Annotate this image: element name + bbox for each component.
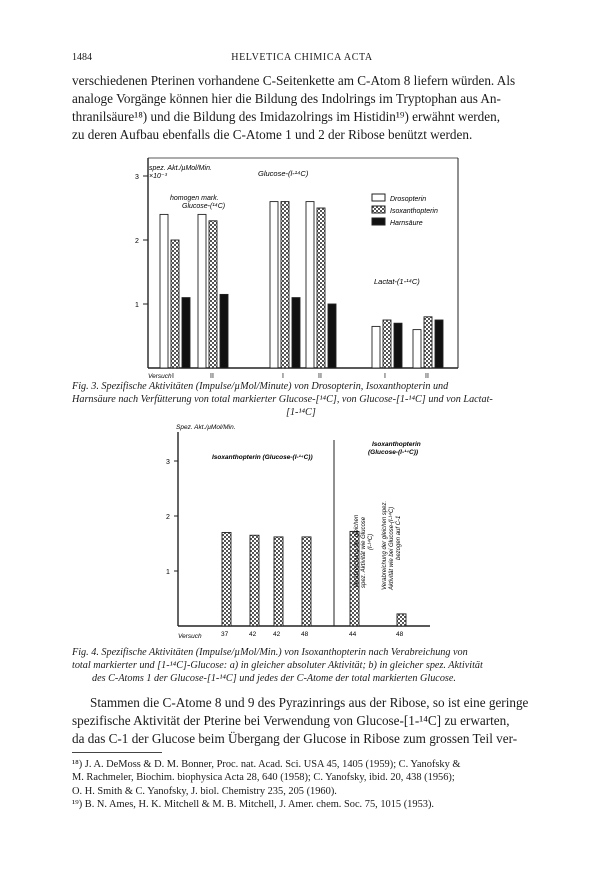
bar-isoxanthopterin [250,535,259,626]
x-tick-label: 37 [221,631,229,638]
group-label: (Glucose-(l-¹⁴C)) [368,449,419,456]
x-tick-label: II [425,373,429,380]
y-axis-label: Spez. Akt./µMol/Min. [176,424,236,431]
legend-swatch [372,218,385,225]
x-tick-label: I [172,373,174,380]
text-line: zu deren Aufbau ebenfalls die C-Atome 1 und 2 der Ribose benützt werden. [72,127,473,142]
x-tick-label: 44 [349,631,357,638]
bar-isoxanthopterin [222,533,231,627]
bar-isoxanthopterin [171,240,179,368]
x-tick-label: 42 [273,631,281,638]
bar-isoxanthopterin [424,317,432,368]
text-line: thranilsäure¹⁸) und die Bildung des Imidazolrings im Histidin¹⁹) erwähnt werden, [72,109,501,124]
x-tick-label: 48 [301,631,309,638]
caption-line: Fig. 3. Spezifische Aktivitäten (Impulse/µMol/Minute) von Drosopterin, Isoxanthopterin und [72,381,449,392]
x-tick-labels [221,631,404,638]
x-tick-labels [172,373,429,380]
bar-isoxanthopterin [302,537,311,626]
footnote-rule [72,752,162,753]
figure-3-caption [72,380,534,419]
group-label: Isoxanthopterin [372,441,421,448]
footnote: ¹⁸) J. A. DeMoss & D. M. Bonner, Proc. nat. Acad. Sci. USA 45, 1405 (1959); C. Yanofsky & [72,759,461,770]
y-ticks [135,174,148,309]
x-axis-label: Versuch [178,633,202,640]
legend-label: Isoxanthopterin [390,208,438,215]
bar-drosopterin [160,214,168,368]
legend-label: Drosopterin [390,196,427,203]
y-tick-label: 2 [135,238,139,245]
bar-isoxanthopterin [397,614,406,626]
caption-line: total markierter und [1-¹⁴C]-Glucose: a) in gleicher absoluter Aktivität; b) in gleicher spez. Aktivität [72,660,483,671]
caption-line: [1-¹⁴C] [286,407,316,418]
group-label: Lactat-(1-¹⁴C) [374,277,420,286]
page-number: 1484 [72,52,92,63]
group-label: Glucose-(¹⁴C) [182,203,226,210]
y-tick-label: 1 [135,302,139,309]
bar-harnsäure [328,304,336,368]
y-tick-label: 1 [166,569,170,576]
footnote: ¹⁹) B. N. Ames, H. K. Mitchell & M. B. Mitchell, J. Amer. chem. Soc. 75, 1015 (1953). [72,799,435,811]
text-line: da das C-1 der Glucose beim Übergang der Glucose in Ribose zum grossen Teil ver- [72,731,518,746]
legend-label: Harnsäure [390,220,423,227]
bar-harnsäure [182,298,190,368]
group-label: Glucose-(l-¹⁴C) [258,169,309,178]
caption-line: Harnsäure nach Verfütterung von total markierter Glucose-[¹⁴C], von Glucose-[1-¹⁴C] und von Lactat- [72,394,493,405]
bar-drosopterin [372,326,380,368]
bar-isoxanthopterin [281,202,289,368]
legend-swatch [372,194,385,201]
annotation: Verabreichung der gleichen spez. [382,500,388,590]
bar-harnsäure [394,323,402,368]
annotation: Verabreichung der gleichen [354,514,360,588]
x-tick-label: II [318,373,322,380]
bar-harnsäure [292,298,300,368]
annotation: spez. Aktivität wie Glucose [361,516,367,588]
x-tick-label: II [210,373,214,380]
bar-drosopterin [306,202,314,368]
group-label: Isoxanthopterin (Glucose-(l-¹⁴C)) [212,454,313,461]
group-label: homogen mark. [170,195,219,202]
bar-drosopterin [198,214,206,368]
closing-paragraph [72,694,534,748]
x-tick-label: 48 [396,631,404,638]
y-tick-label: 3 [135,174,139,181]
caption-line: des C-Atoms 1 der Glucose-[1-¹⁴C] und jedes der C-Atome der total markierten Glucose. [92,673,456,684]
legend [372,194,438,227]
footnotes [72,758,542,812]
y-axis-label: spez. Akt./µMol/Min. [149,165,212,172]
running-header: HELVETICA CHIMICA ACTA [231,52,373,63]
annotation: bezogen auf C-1 [396,515,402,560]
y-tick-label: 2 [166,514,170,521]
bar-isoxanthopterin [317,208,325,368]
text-line: Stammen die C-Atome 8 und 9 des Pyrazinrings aus der Ribose, so ist eine geringe [90,695,529,710]
footnote: O. H. Smith & C. Yanofsky, J. biol. Chemistry 235, 205 (1960). [72,785,337,797]
bar-isoxanthopterin [274,537,283,626]
annotation: Aktivität wie bei Glucose-(l-¹⁴C) [389,506,395,590]
bar-drosopterin [413,330,421,368]
caption-line: Fig. 4. Spezifische Aktivitäten (Impulse/µMol/Min.) von Isoxanthopterin nach Verabreichung von [72,647,468,658]
intro-paragraph [72,72,534,144]
text-line: analoge Vorgänge können hier die Bildung des Indolrings im Tryptophan aus An- [72,91,501,106]
text-line: verschiedenen Pterinen vorhandene C-Seitenkette am C-Atom 8 liefern würden. Als [72,73,516,88]
text-line: spezifische Aktivität der Pterine bei Verwendung von Glucose-[1-¹⁴C] zu erwarten, [72,713,510,728]
y-tick-label: 3 [166,459,170,466]
figure-4-caption [72,646,534,685]
x-tick-label: I [282,373,284,380]
legend-swatch [372,206,385,213]
bar-drosopterin [270,202,278,368]
figure-3-chart [0,150,604,380]
bar-harnsäure [220,294,228,368]
bar-harnsäure [435,320,443,368]
footnote: M. Rachmeler, Biochim. biophysica Acta 28, 640 (1958); C. Yanofsky, ibid. 20, 438 (1956); [72,772,455,784]
bar-isoxanthopterin [209,221,217,368]
x-tick-label: 42 [249,631,257,638]
y-axis-unit: ×10⁻³ [149,173,167,180]
annotation: (l-¹⁴C) [368,533,374,550]
bars [222,531,406,626]
y-ticks [166,459,178,576]
bar-isoxanthopterin [383,320,391,368]
x-axis-label: Versuch [148,373,172,380]
x-tick-label: I [384,373,386,380]
figure-4-chart [0,420,604,642]
